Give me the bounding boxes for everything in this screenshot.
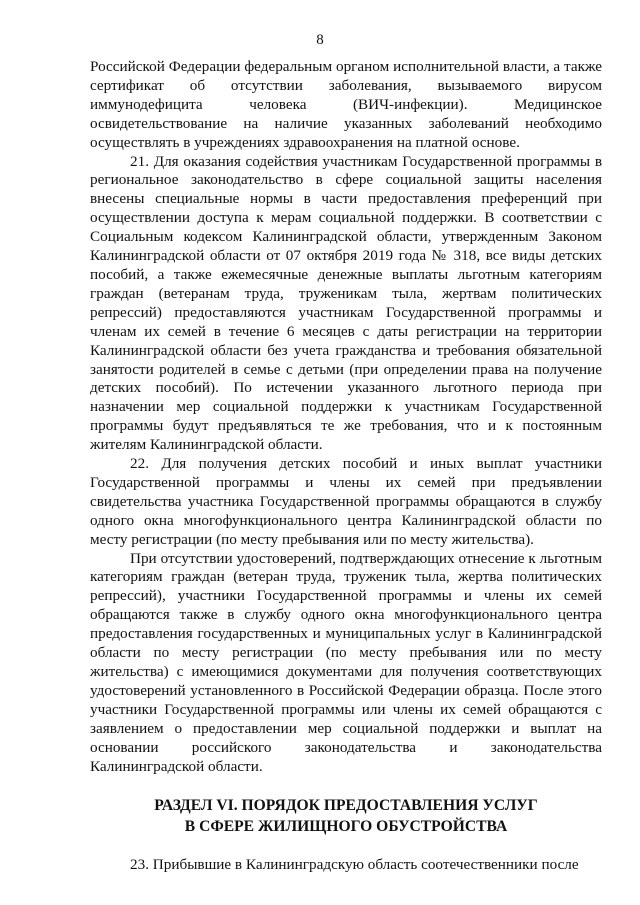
section-heading	[90, 795, 602, 837]
document-body	[90, 58, 602, 875]
paragraph-continuation: Российской Федерации федеральным органом исполнительной власти, а также сертификат об отсутствии заболевания, вызываемого вирусом иммунодефицита человека (ВИЧ-инфекции). Медицинское освидетельствование на наличие указанных заболеваний необходимо осуществлять в учреждениях здравоохранения на платной основе.	[90, 58, 602, 151]
paragraph-21: 21. Для оказания содействия участникам Государственной программы в региональное законодательство в сфере социальной защиты населения внесены специальные нормы в части предоставления преференций при осуществлении доступа к мерам социальной поддержки. В соответствии с Социальным кодексом Калининградской области, утвержденным Законом Калининградской области от 07 октября 2019 года № 318, все виды детских пособий, а также ежемесячные денежные выплаты льготным категориям граждан (ветеранам труда, труженикам тыла, жертвам политических репрессий) предоставляются участникам Государственной программы и членам их семей в течение 6 месяцев с даты регистрации на территории Калининградской области без учета гражданства и требования обязательной занятости родителей в семье с детьми (при определении права на получение детских пособий). По истечении указанного льготного периода при назначении мер социальной поддержки к участникам Государственной программы будут предъявляться те же требования, что и к постоянным жителям Калининградской области.	[90, 152, 602, 454]
paragraph-22-continued: При отсутствии удостоверений, подтверждающих отнесение к льготным категориям граждан (ветеран труда, труженик тыла, жертва политических репрессий), участники Государственной программы и члены их семей обращаются также в службу одного окна многофункционального центра предоставления государственных и муниципальных услуг в Калининградской области по месту регистрации (по месту пребывания или по месту жительства) с имеющимися документами для получения соответствующих удостоверений установленного в Российской Федерации образца. После этого участники Государственной программы или члены их семей обращаются с заявлением о предоставлении мер социальной поддержки и выплат на основании российского законодательства и законодательства Калининградской области.	[90, 549, 602, 775]
paragraph-22: 22. Для получения детских пособий и иных выплат участники Государственной программы и члены их семей при предъявлении свидетельства участника Государственной программы обращаются в службу одного окна многофункционального центра Калининградской области по месту регистрации (по месту пребывания или по месту жительства).	[90, 455, 602, 548]
paragraph-23: 23. Прибывшие в Калининградскую область соотечественники после	[130, 856, 579, 874]
page-number: 8	[316, 32, 324, 48]
section-heading-line-2: В СФЕРЕ ЖИЛИЩНОГО ОБУСТРОЙСТВА	[184, 818, 508, 836]
section-heading-line-1: РАЗДЕЛ VI. ПОРЯДОК ПРЕДОСТАВЛЕНИЯ УСЛУГ	[154, 797, 538, 815]
